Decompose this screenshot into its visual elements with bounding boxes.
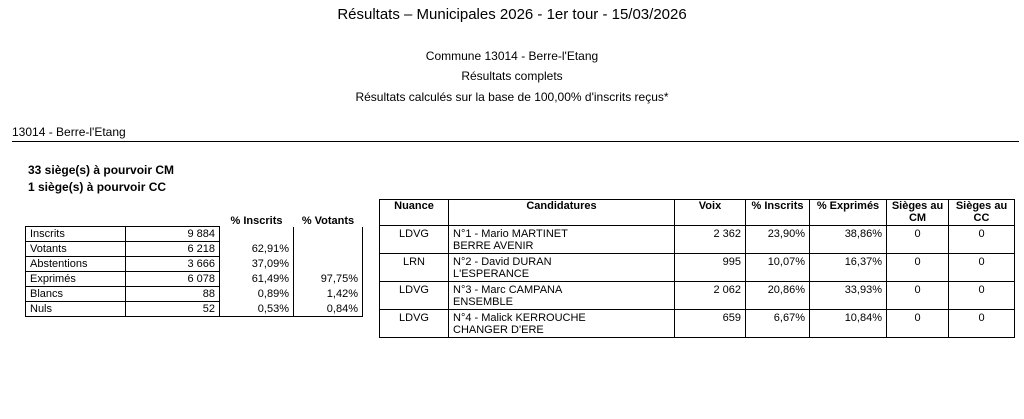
table-row: LDVG N°4 - Malick KERROUCHE CHANGER D'ERE 659 6,67% 10,84% 0 0 (380, 310, 1015, 338)
candidate-name: N°1 - Mario MARTINET (453, 228, 568, 240)
candidate-name: N°4 - Malick KERROUCHE (453, 312, 586, 324)
table-row: Exprimés 6 078 61,49% 97,75% (26, 272, 363, 287)
candidate-name: N°3 - Marc CAMPANA (453, 284, 563, 296)
results-subtitle: Résultats complets (461, 69, 563, 83)
list-name: BERRE AVENIR (453, 240, 534, 252)
header-pct-inscrits: % Inscrits (746, 200, 810, 226)
header-candidatures: Candidatures (449, 200, 675, 226)
commune-section-header: 13014 - Berre-l'Etang (12, 125, 1019, 142)
header-pct-votants: % Votants (301, 214, 355, 227)
header-pct-exprimes: % Exprimés (810, 200, 887, 226)
header-voix: Voix (675, 200, 746, 226)
list-name: L'ESPERANCE (453, 268, 530, 280)
table-row: Votants 6 218 62,91% (26, 242, 363, 257)
table-row: Abstentions 3 666 37,09% (26, 257, 363, 272)
table-row: LDVG N°3 - Marc CAMPANA ENSEMBLE 2 062 20,86% 33,93% 0 0 (380, 282, 1015, 310)
commune-heading: Commune 13014 - Berre-l'Etang (425, 49, 599, 63)
basis-note: Résultats calculés sur la base de 100,00% d'inscrits reçus* (355, 90, 669, 104)
participation-table (25, 200, 363, 317)
table-row: Nuls 52 0,53% 0,84% (26, 302, 363, 317)
header-sieges-cc: Sièges au CC (949, 200, 1015, 226)
table-row: Inscrits 9 884 (26, 227, 363, 242)
candidate-name: N°2 - David DURAN (453, 256, 552, 268)
table-row: Blancs 88 0,89% 1,42% (26, 287, 363, 302)
table-row: LRN N°2 - David DURAN L'ESPERANCE 995 10,07% 16,37% 0 0 (380, 254, 1015, 282)
page-title: Résultats – Municipales 2026 - 1er tour - 15/03/2026 (337, 6, 687, 23)
list-name: ENSEMBLE (453, 296, 513, 308)
list-name: CHANGER D'ERE (453, 324, 544, 336)
header-nuance: Nuance (380, 200, 449, 226)
table-row: LDVG N°1 - Mario MARTINET BERRE AVENIR 2 362 23,90% 38,86% 0 0 (380, 226, 1015, 254)
seats-cm: 33 siège(s) à pourvoir CM (28, 163, 175, 177)
header-pct-inscrits: % Inscrits (230, 214, 283, 227)
seats-cc: 1 siège(s) à pourvoir CC (28, 180, 167, 194)
candidates-results-table (379, 199, 1015, 338)
header-sieges-cm: Sièges au CM (887, 200, 949, 226)
